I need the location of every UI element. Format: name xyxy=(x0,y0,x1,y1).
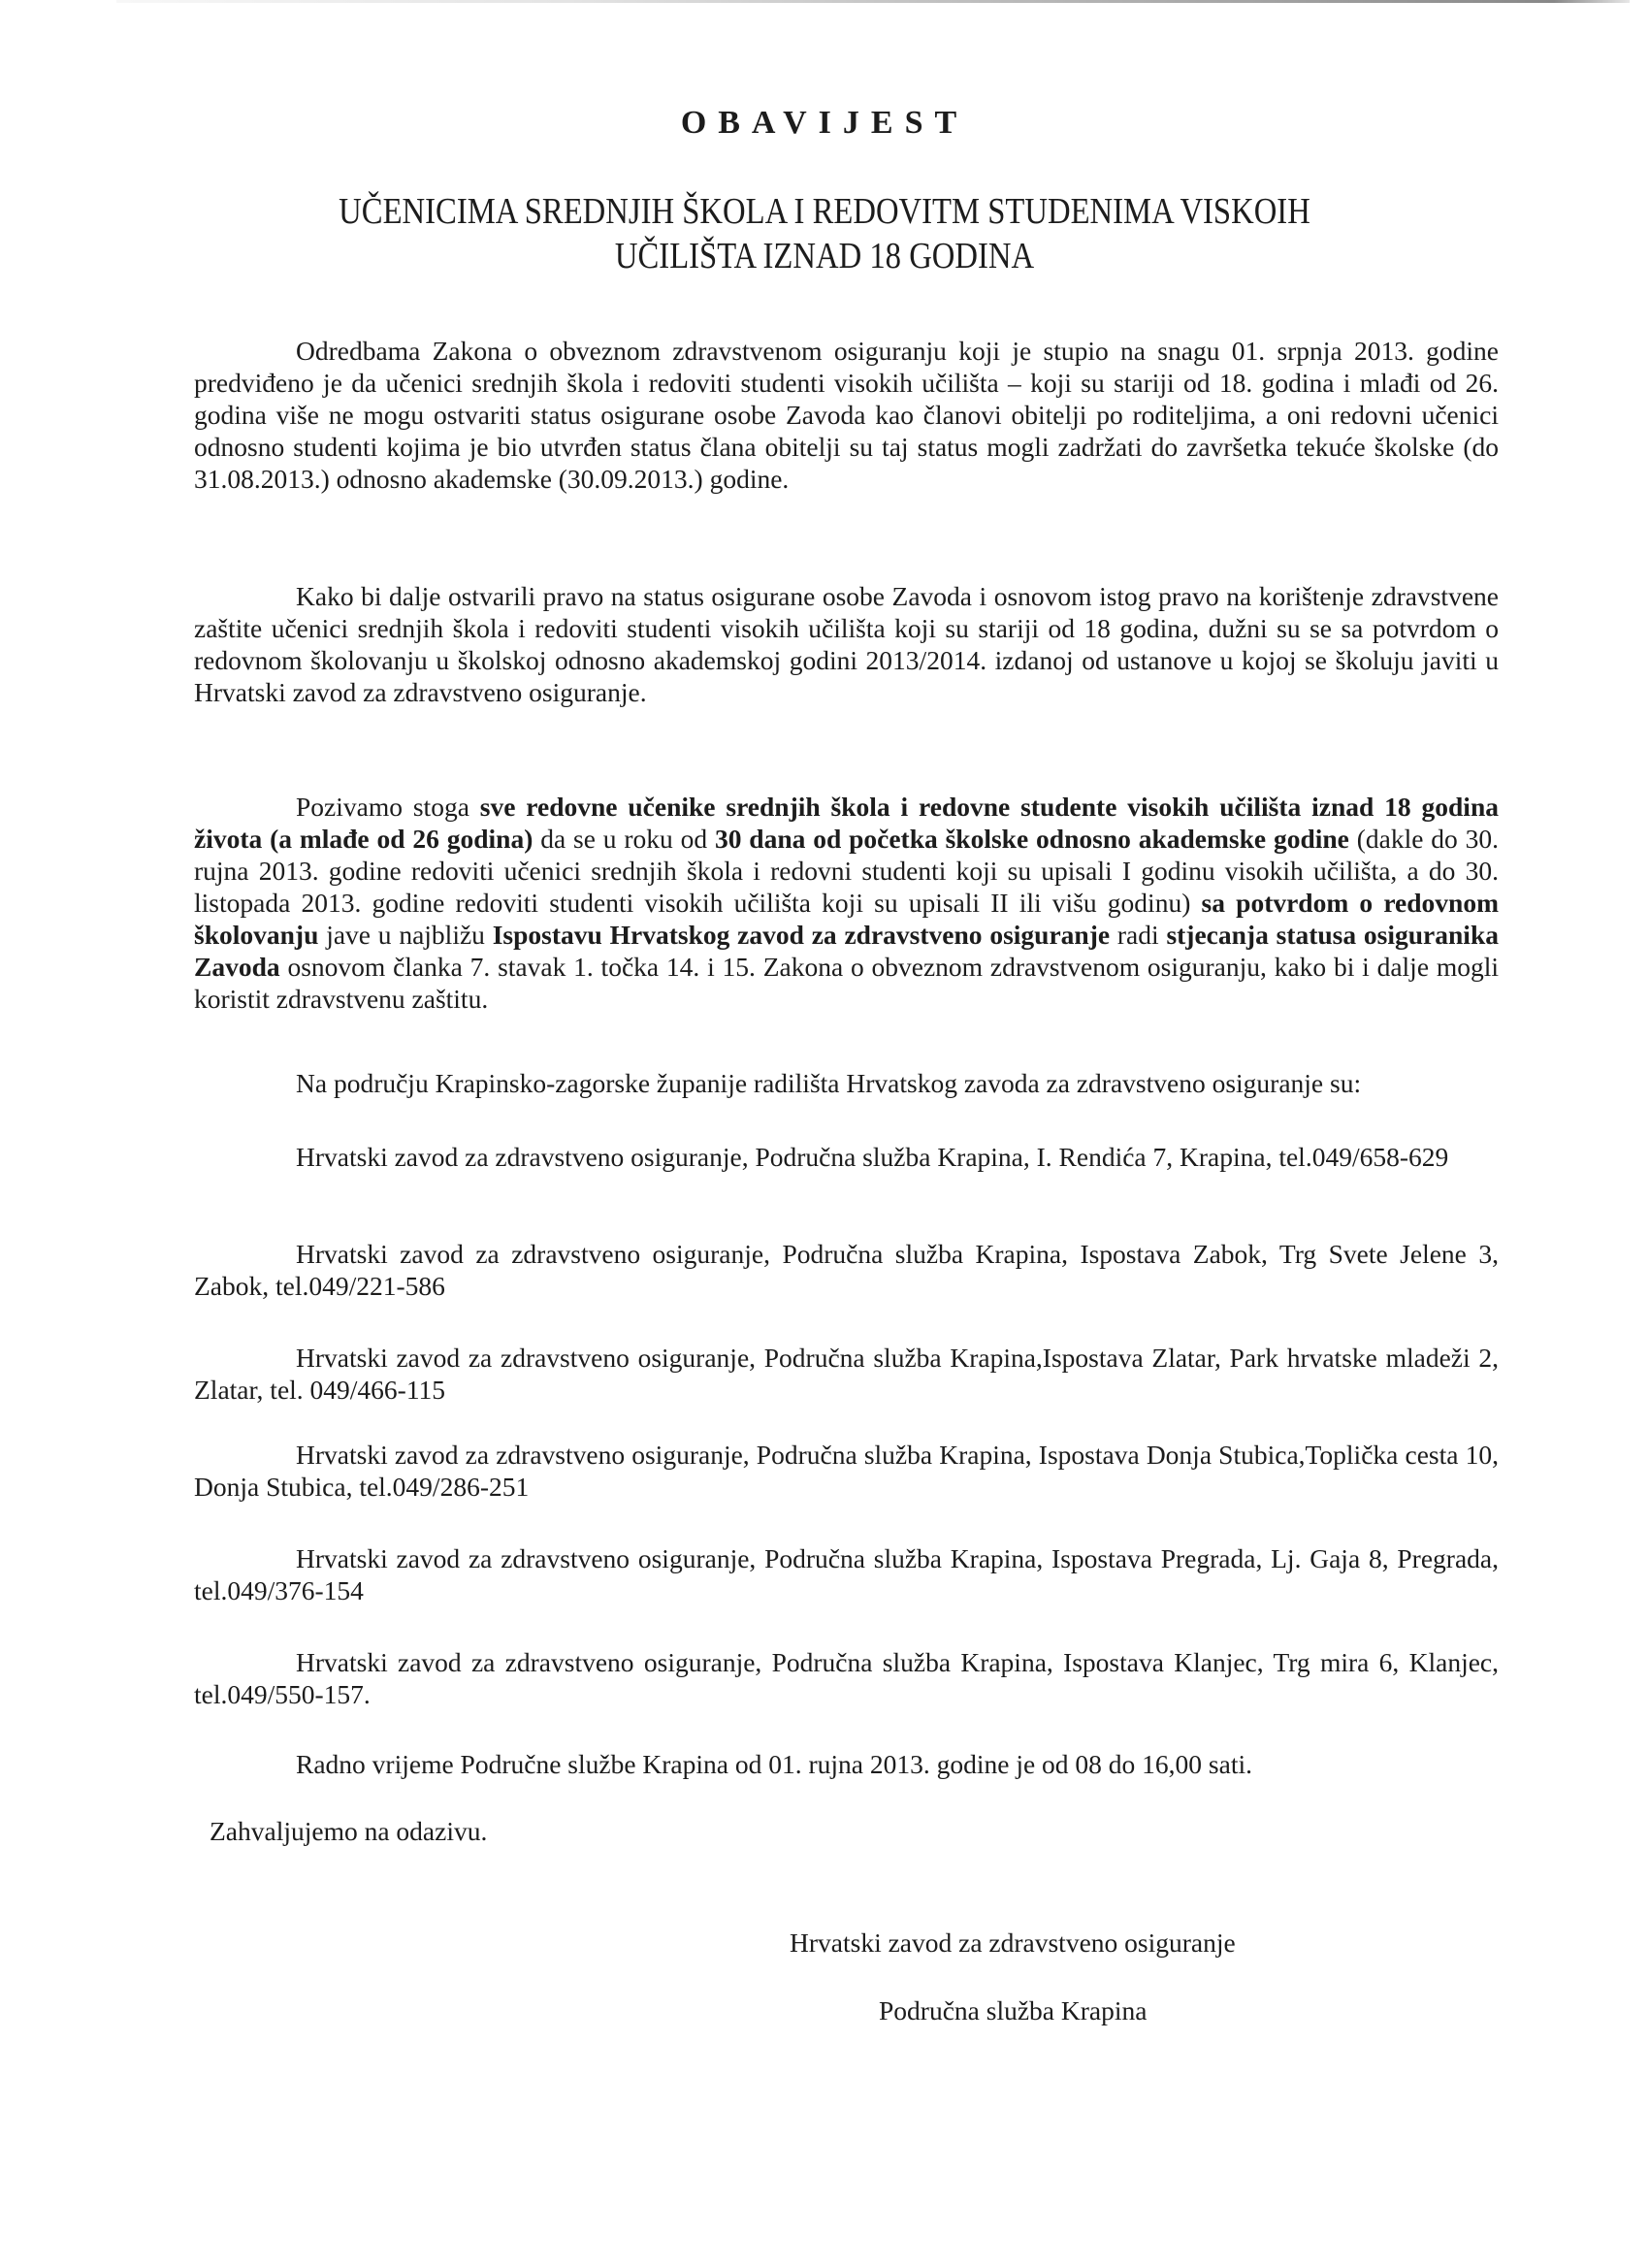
document-title: OBAVIJEST xyxy=(680,105,969,141)
invitation-bold-status: stjecanja statusa osiguranika Zavoda xyxy=(194,920,1499,982)
office-krapina: Hrvatski zavod za zdravstveno osiguranje, Područna služba Krapina, I. Rendića 7, Krapina, tel.049/658-629 xyxy=(296,1142,1449,1172)
closing-thanks: Zahvaljujemo na odazivu. xyxy=(210,1816,488,1846)
paragraph-law-provisions: Odredbama Zakona o obveznom zdravstvenom osiguranju koji je stupio na snagu 01. srpnja 2013. godine predviđeno je da učenici srednjih škola i redoviti studenti visokih učilišta – koji su stariji od 18. godina i mlađi od 26. godina više ne mogu ostvariti status osigurane osobe Zavoda kao članovi obitelji po roditeljima, a oni redovni učenici odnosno studenti kojima je bio utvrđen status člana obitelji su taj status mogli zadržati do završetka tekuće školske (do 31.08.2013.) odnosno akademske (30.09.2013.) godine. xyxy=(194,336,1499,494)
invitation-text-1: Pozivamo stoga xyxy=(296,792,480,822)
invitation-bold-deadline: 30 dana od početka školske odnosno akademske godine xyxy=(714,824,1349,854)
working-hours: Radno vrijeme Područne službe Krapina od 01. rujna 2013. godine je od 08 do 16,00 sati. xyxy=(296,1749,1252,1779)
invitation-bold-target-group: sve redovne učenike srednjih škola i redovne studente visokih učilišta iznad 18 godina života (a mlađe od 26 godina) xyxy=(194,792,1499,854)
signature-institution: Hrvatski zavod za zdravstveno osiguranje xyxy=(790,1928,1236,1958)
office-zlatar: Hrvatski zavod za zdravstveno osiguranje, Područna služba Krapina,Ispostava Zlatar, Park hrvatske mladeži 2, Zlatar, tel. 049/466-115 xyxy=(194,1343,1499,1405)
invitation-text-6: osnovom članka 7. stavak 1. točka 14. i 15. Zakona o obveznom zdravstvenom osiguranju, kako bi i dalje mogli koristit zdravstvenu zaštitu. xyxy=(194,952,1499,1014)
invitation-bold-confirmation: sa potvrdom o redovnom školovanju xyxy=(194,888,1499,950)
scan-edge xyxy=(116,0,1630,3)
office-pregrada: Hrvatski zavod za zdravstveno osiguranje, Područna služba Krapina, Ispostava Pregrada, Lj. Gaja 8, Pregrada, tel.049/376-154 xyxy=(194,1543,1499,1605)
invitation-text-5: radi xyxy=(1110,920,1167,950)
offices-intro: Na području Krapinsko-zagorske županije radilišta Hrvatskog zavoda za zdravstveno osiguranje su: xyxy=(296,1068,1362,1098)
invitation-text-3: (dakle do 30. rujna 2013. godine redoviti učenici srednjih škola i redovni studenti koji su upisali I godinu visokih učilišta, a do 30. listopada 2013. godine redoviti studenti visokih učilišta koji su upisali II ili višu godinu) xyxy=(194,824,1500,918)
subtitle-line-1: UČENICIMA SREDNJIH ŠKOLA I REDOVITM STUDENIMA VISKOIH xyxy=(339,191,1310,232)
paragraph-rights: Kako bi dalje ostvarili pravo na status osigurane osobe Zavoda i osnovom istog pravo na korištenje zdravstvene zaštite učenici srednjih škola i redoviti studenti visokih učilišta koji su stariji od 18 godina, dužni su se sa potvrdom o redovnom školovanju u školskoj odnosno akademskoj godini 2013/2014. izdanoj od ustanove u kojoj se školuju javiti u Hrvatski zavod za zdravstveno osiguranje. xyxy=(194,581,1499,707)
document-subtitle xyxy=(115,189,1534,278)
subtitle-line-2: UČILIŠTA IZNAD 18 GODINA xyxy=(614,236,1035,276)
invitation-bold-office: Ispostavu Hrvatskog zavod za zdravstveno osiguranje xyxy=(492,920,1111,950)
office-donja-stubica: Hrvatski zavod za zdravstveno osiguranje, Područna služba Krapina, Ispostava Donja Stubica,Toplička cesta 10, Donja Stubica, tel.049/286-251 xyxy=(194,1440,1499,1502)
office-zabok: Hrvatski zavod za zdravstveno osiguranje, Područna služba Krapina, Ispostava Zabok, Trg Svete Jelene 3, Zabok, tel.049/221-586 xyxy=(194,1239,1499,1301)
invitation-text-4: jave u najbližu xyxy=(318,920,493,950)
invitation-text-2: da se u roku od xyxy=(533,824,715,854)
signature-branch: Područna služba Krapina xyxy=(879,1995,1148,2025)
paragraph-invitation xyxy=(194,791,1499,1015)
office-klanjec: Hrvatski zavod za zdravstveno osiguranje, Područna služba Krapina, Ispostava Klanjec, Trg mira 6, Klanjec, tel.049/550-157. xyxy=(194,1647,1499,1709)
